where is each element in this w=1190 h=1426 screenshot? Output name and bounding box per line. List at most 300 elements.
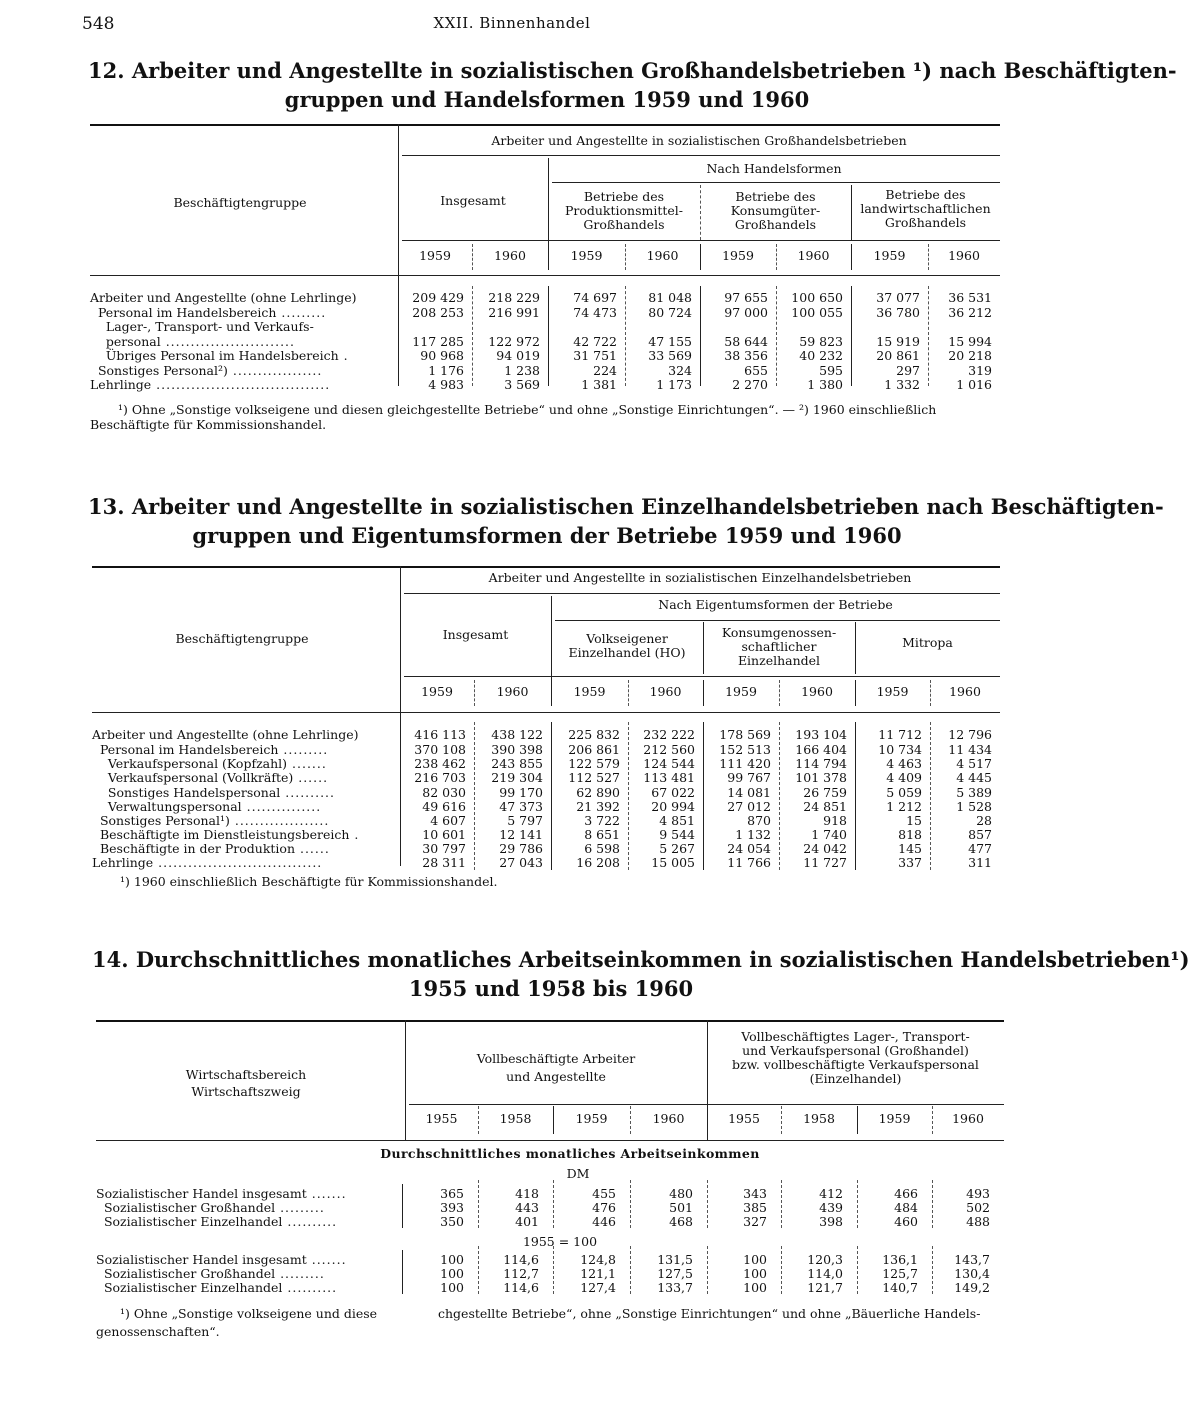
table-cell: 100: [440, 1280, 464, 1295]
year-header: 1960: [949, 684, 981, 699]
block2-divider: [553, 1246, 554, 1294]
table-cell: 5 059: [886, 785, 922, 800]
table-cell: 4 463: [886, 756, 922, 771]
year-header: 1960: [952, 1111, 984, 1126]
header-left: Vollbeschäftigte Arbeiter und Angestellte: [476, 1051, 636, 1084]
table-cell: 216 991: [488, 305, 540, 320]
table-cell: 438 122: [491, 727, 543, 742]
leader-dots: ..........................: [160, 334, 296, 349]
block2-divider: [630, 1246, 631, 1294]
block1-divider: [781, 1180, 782, 1228]
table-cell: 4 851: [659, 813, 695, 828]
table-cell: 15 919: [876, 334, 920, 349]
table-cell: 21 392: [576, 799, 620, 814]
table-row-label: [92, 742, 392, 757]
table-cell: 120,3: [807, 1252, 843, 1267]
table-12-title-line1: 12. Arbeiter und Angestellte in sozialistischen Großhandelsbetrieben ¹) nach Beschäftigten-: [88, 58, 1177, 83]
table-cell: 225 832: [568, 727, 620, 742]
table-cell: 28 311: [422, 855, 466, 870]
header-col2: Betriebe des Konsumgüter- Großhandels: [730, 189, 821, 232]
table-cell: 74 473: [573, 305, 617, 320]
table-cell: 112,7: [503, 1266, 539, 1281]
year-divider: [779, 680, 780, 706]
block1-divider: [553, 1180, 554, 1228]
table-cell: 350: [440, 1214, 464, 1229]
table-cell: 15 994: [948, 334, 992, 349]
leader-dots: .........: [276, 305, 327, 320]
year-header: 1960: [646, 248, 679, 263]
body-divider: [776, 286, 777, 386]
leader-dots: ..................: [227, 363, 323, 378]
table-cell: 493: [966, 1186, 990, 1201]
year-header: 1959: [419, 248, 451, 263]
block2-divider: [707, 1246, 708, 1294]
top-rule: [90, 124, 1000, 126]
year-header: 1960: [948, 248, 980, 263]
body-divider: [472, 286, 473, 386]
body-divider: [703, 722, 704, 870]
year-divider: [551, 680, 552, 706]
table-cell: 1 740: [811, 827, 847, 842]
table-cell: 311: [968, 855, 992, 870]
table-cell: 36 780: [876, 305, 920, 320]
table-cell: 393: [440, 1200, 464, 1215]
table-13-footnote: ¹) 1960 einschließlich Beschäftigte für Kommissionshandel.: [120, 874, 498, 889]
table-cell: 12 796: [948, 727, 992, 742]
body-divider: [930, 722, 931, 870]
table-cell: 5 389: [956, 785, 992, 800]
table-cell: 1 528: [956, 799, 992, 814]
table-cell: 27 012: [727, 799, 771, 814]
table-cell: 114 794: [795, 756, 847, 771]
leader-dots: ..........: [280, 785, 336, 800]
table-cell: 2 270: [732, 377, 768, 392]
table-cell: 14 081: [727, 785, 771, 800]
row-label-text: Arbeiter und Angestellte (ohne Lehrlinge): [90, 290, 357, 305]
year-divider: [625, 244, 626, 270]
table-cell: 74 697: [573, 290, 617, 305]
table-cell: 370 108: [414, 742, 466, 757]
table-cell: 1 132: [735, 827, 771, 842]
nach-rule: [552, 182, 1000, 183]
table-cell: 124 544: [643, 756, 695, 771]
table-cell: 238 462: [414, 756, 466, 771]
year-header: 1959: [575, 1111, 608, 1126]
table-cell: 100: [440, 1266, 464, 1281]
table-row-label: [92, 785, 392, 800]
table-cell: 145: [898, 841, 922, 856]
block2-divider: [932, 1246, 933, 1294]
year-divider: [472, 244, 473, 270]
header-right: Vollbeschäftigtes Lager-, Transport- und Verkaufspersonal (Großhandel) bzw. vollbeschäftigte Verkaufspersonal (Einzelhandel): [732, 1029, 979, 1086]
block2-stub-bar: [402, 1250, 403, 1294]
year-divider: [474, 680, 475, 706]
table-row-label: [96, 1266, 396, 1281]
table-cell: 1 176: [428, 363, 464, 378]
table-cell: 81 048: [648, 290, 692, 305]
table-cell: 114,6: [503, 1252, 539, 1267]
table-cell: 327: [743, 1214, 767, 1229]
table-cell: 20 861: [876, 348, 920, 363]
table-cell: 6 598: [584, 841, 620, 856]
table-cell: 224: [593, 363, 617, 378]
table-cell: 216 703: [414, 770, 466, 785]
table-row-label: [92, 756, 392, 771]
body-divider: [551, 722, 552, 870]
table-cell: 4 607: [430, 813, 466, 828]
table-cell: 218 229: [488, 290, 540, 305]
table-cell: 324: [668, 363, 692, 378]
running-head: XXII. Binnenhandel: [433, 14, 591, 32]
table-14-footnote-line1b: chgestellte Betriebe“, ohne „Sonstige Einrichtungen“ und ohne „Bäuerliche Handels-: [438, 1306, 981, 1321]
row-label-text: Personal im Handelsbereich: [90, 305, 277, 320]
table-14-title-line2: 1955 und 1958 bis 1960: [408, 976, 694, 1001]
table-cell: 82 030: [422, 785, 466, 800]
body-divider: [474, 722, 475, 870]
table-cell: 401: [515, 1214, 539, 1229]
table-cell: 1 332: [884, 377, 920, 392]
row-label-text: Verkaufspersonal (Vollkräfte): [92, 770, 294, 785]
header-total: Insgesamt: [442, 627, 509, 642]
body-divider: [928, 286, 929, 386]
year-header: 1958: [803, 1111, 835, 1126]
table-cell: 1 173: [656, 377, 692, 392]
year-header: 1960: [652, 1111, 685, 1126]
leader-dots: .: [349, 827, 360, 842]
table-cell: 47 373: [499, 799, 543, 814]
table-cell: 5 797: [507, 813, 543, 828]
year-divider: [478, 1106, 479, 1134]
table-cell: 111 420: [719, 756, 771, 771]
table-cell: 100: [743, 1280, 767, 1295]
year-divider: [703, 680, 704, 706]
table-13-title-line2: gruppen und Eigentumsformen der Betriebe 1959 und 1960: [192, 523, 902, 548]
table-cell: 595: [819, 363, 843, 378]
table-cell: 130,4: [954, 1266, 990, 1281]
table-cell: 297: [896, 363, 920, 378]
table-cell: 37 077: [876, 290, 920, 305]
body-divider: [855, 722, 856, 870]
leader-dots: .: [338, 348, 349, 363]
unit-dm: DM: [566, 1166, 590, 1181]
table-cell: 460: [894, 1214, 918, 1229]
header-top: Arbeiter und Angestellte in sozialistischen Großhandelsbetrieben: [491, 133, 907, 148]
row-label-text: Beschäftigte im Dienstleistungsbereich: [92, 827, 350, 842]
table-cell: 124,8: [580, 1252, 616, 1267]
table-cell: 468: [669, 1214, 693, 1229]
row-label-text: Lager-, Transport- und Verkaufs-: [90, 319, 314, 334]
year-divider: [776, 244, 777, 270]
table-cell: 20 994: [651, 799, 695, 814]
year-divider: [630, 1106, 631, 1134]
table-cell: 26 759: [803, 785, 847, 800]
table-cell: 100: [743, 1266, 767, 1281]
header-group: Beschäftigtengruppe: [175, 631, 309, 646]
table-cell: 343: [743, 1186, 767, 1201]
table-cell: 42 722: [573, 334, 617, 349]
year-divider: [781, 1106, 782, 1134]
table-row-label: [92, 770, 392, 785]
leader-dots: ...................: [229, 813, 330, 828]
table-cell: 94 019: [496, 348, 540, 363]
year-header: 1959: [570, 248, 603, 263]
body-divider: [851, 286, 852, 386]
header-group: Beschäftigtengruppe: [173, 195, 307, 210]
leader-dots: .................................: [153, 855, 323, 870]
header-col2: Konsumgenossen- schaftlicher Einzelhandel: [721, 625, 837, 668]
year-header: 1960: [801, 684, 833, 699]
year-top-rule: [404, 676, 1000, 677]
row-label-text: Lehrlinge: [92, 855, 154, 870]
block2-divider: [857, 1246, 858, 1294]
table-cell: 918: [823, 813, 847, 828]
table-cell: 501: [669, 1200, 693, 1215]
table-cell: 113 481: [643, 770, 695, 785]
table-12-footnote: ¹) Ohne „Sonstige volkseigene und diesen gleichgestellte Betriebe“ und ohne „Sonstige Einrichtungen“. — ²) 1960 einschließlich Beschäftigte für Kommissionshandel.: [90, 402, 937, 432]
table-cell: 117 285: [412, 334, 464, 349]
year-header: 1959: [878, 1111, 911, 1126]
table-row-label: [92, 855, 392, 870]
header-bottom-rule: [96, 1140, 1004, 1141]
leader-dots: .........: [278, 742, 329, 757]
block2-divider: [478, 1246, 479, 1294]
year-divider: [700, 244, 701, 270]
table-cell: 455: [592, 1186, 616, 1201]
header-top: Arbeiter und Angestellte in sozialistischen Einzelhandelsbetrieben: [488, 570, 912, 585]
row-label-text: personal: [90, 334, 161, 349]
table-cell: 209 429: [412, 290, 464, 305]
top-header-rule: [402, 155, 1000, 156]
table-cell: 24 054: [727, 841, 771, 856]
table-14-footnote-line1: ¹) Ohne „Sonstige volkseigene und diese: [120, 1306, 378, 1321]
table-cell: 97 655: [724, 290, 768, 305]
leader-dots: ......: [295, 841, 330, 856]
table-cell: 121,1: [580, 1266, 616, 1281]
table-14-title: [92, 945, 1190, 1003]
body-divider: [779, 722, 780, 870]
table-cell: 219 304: [491, 770, 543, 785]
leader-dots: ...................................: [151, 377, 331, 392]
table-cell: 178 569: [719, 727, 771, 742]
table-cell: 31 751: [573, 348, 617, 363]
table-row-label: [90, 348, 390, 363]
year-divider: [855, 680, 856, 706]
table-cell: 24 042: [803, 841, 847, 856]
header-bottom-rule: [90, 275, 1000, 276]
header-total: Insgesamt: [440, 193, 506, 208]
table-cell: 67 022: [651, 785, 695, 800]
table-cell: 29 786: [499, 841, 543, 856]
table-cell: 12 141: [499, 827, 543, 842]
block1-divider: [707, 1180, 708, 1228]
year-header: 1958: [499, 1111, 532, 1126]
leader-dots: ..........: [282, 1214, 338, 1229]
table-cell: 3 569: [504, 377, 540, 392]
table-cell: 193 104: [795, 727, 847, 742]
table-cell: 140,7: [882, 1280, 918, 1295]
row-label-text: Beschäftigte in der Produktion: [92, 841, 295, 856]
table-cell: 3 722: [584, 813, 620, 828]
table-cell: 62 890: [576, 785, 620, 800]
header-col3: Betriebe des landwirtschaftlichen Großhandels: [860, 187, 991, 230]
row-label-text: Lehrlinge: [90, 377, 152, 392]
year-divider: [553, 1106, 554, 1134]
table-cell: 1 380: [807, 377, 843, 392]
table-cell: 416 113: [414, 727, 466, 742]
leader-dots: .........: [275, 1266, 325, 1281]
table-cell: 58 644: [724, 334, 768, 349]
col2-divider: [700, 185, 701, 240]
table-cell: 33 569: [648, 348, 692, 363]
table-row-label: [96, 1186, 396, 1201]
table-cell: 36 531: [948, 290, 992, 305]
row-label-text: Personal im Handelsbereich: [92, 742, 279, 757]
table-cell: 152 513: [719, 742, 771, 757]
table-cell: 243 855: [491, 756, 543, 771]
table-cell: 30 797: [422, 841, 466, 856]
table-row-label: [92, 727, 392, 742]
table-cell: 16 208: [576, 855, 620, 870]
table-cell: 212 560: [643, 742, 695, 757]
table-cell: 337: [898, 855, 922, 870]
table-cell: 870: [747, 813, 771, 828]
table-cell: 4 409: [886, 770, 922, 785]
year-header: 1959: [725, 684, 757, 699]
table-cell: 127,4: [580, 1280, 616, 1295]
body-divider: [628, 722, 629, 870]
table-cell: 133,7: [657, 1280, 693, 1295]
table-cell: 49 616: [422, 799, 466, 814]
row-label-text: Verwaltungspersonal: [92, 799, 242, 814]
table-cell: 20 218: [948, 348, 992, 363]
table-cell: 97 000: [724, 305, 768, 320]
year-divider: [851, 244, 852, 270]
table-cell: 466: [894, 1186, 918, 1201]
table-cell: 136,1: [882, 1252, 918, 1267]
table-row-label: [96, 1214, 396, 1229]
header-group: Wirtschaftsbereich Wirtschaftszweig: [185, 1067, 307, 1099]
header-nach: Nach Eigentumsformen der Betriebe: [658, 597, 893, 612]
block1-stub-bar: [402, 1184, 403, 1228]
table-row-label: [90, 305, 390, 320]
block1-divider: [478, 1180, 479, 1228]
table-cell: 232 222: [643, 727, 695, 742]
col3-divider: [851, 185, 852, 240]
table-cell: 11 766: [727, 855, 771, 870]
table-cell: 59 823: [799, 334, 843, 349]
body-divider: [700, 286, 701, 386]
table-cell: 1 381: [581, 377, 617, 392]
table-row-label: [90, 334, 390, 349]
row-label-text: Sozialistischer Einzelhandel: [96, 1214, 283, 1229]
table-row-label: [90, 377, 390, 392]
table-cell: 38 356: [724, 348, 768, 363]
table-cell: 143,7: [954, 1252, 990, 1267]
table-cell: 27 043: [499, 855, 543, 870]
table-cell: 9 544: [659, 827, 695, 842]
table-cell: 446: [592, 1214, 616, 1229]
table-row-label: [92, 813, 392, 828]
table-cell: 439: [819, 1200, 843, 1215]
year-header: 1955: [425, 1111, 458, 1126]
table-row-label: [90, 290, 390, 305]
table-cell: 480: [669, 1186, 693, 1201]
table-cell: 127,5: [657, 1266, 693, 1281]
year-header: 1960: [496, 684, 529, 699]
col3-divider: [855, 622, 856, 674]
block1-divider: [932, 1180, 933, 1228]
table-cell: 100: [743, 1252, 767, 1267]
top-rule: [96, 1020, 1004, 1022]
leader-dots: ...............: [241, 799, 322, 814]
year-divider: [628, 680, 629, 706]
table-cell: 477: [968, 841, 992, 856]
row-label-text: Sozialistischer Großhandel: [96, 1200, 276, 1215]
table-cell: 476: [592, 1200, 616, 1215]
row-label-text: Sonstiges Personal²): [90, 363, 228, 378]
table-cell: 112 527: [568, 770, 620, 785]
year-divider: [932, 1106, 933, 1134]
block1-divider: [857, 1180, 858, 1228]
row-label-text: Arbeiter und Angestellte (ohne Lehrlinge): [92, 727, 359, 742]
table-cell: 1 238: [504, 363, 540, 378]
header-bottom-rule: [92, 712, 1000, 713]
table-12-title-line2: gruppen und Handelsformen 1959 und 1960: [284, 87, 810, 112]
leader-dots: ......: [293, 770, 329, 785]
table-cell: 5 267: [659, 841, 695, 856]
table-cell: 80 724: [648, 305, 692, 320]
year-header: 1960: [649, 684, 682, 699]
row-label-text: Übriges Personal im Handelsbereich: [90, 348, 339, 363]
table-cell: 818: [898, 827, 922, 842]
table-cell: 149,2: [954, 1280, 990, 1295]
table-cell: 121,7: [807, 1280, 843, 1295]
year-divider: [930, 680, 931, 706]
leader-dots: .........: [275, 1200, 325, 1215]
table-cell: 443: [515, 1200, 539, 1215]
table-cell: 90 968: [420, 348, 464, 363]
table-cell: 412: [819, 1186, 843, 1201]
row-label-text: Sozialistischer Einzelhandel: [96, 1280, 283, 1295]
table-cell: 99 767: [727, 770, 771, 785]
table-cell: 4 445: [956, 770, 992, 785]
table-cell: 100 055: [791, 305, 843, 320]
header-col1: Betriebe des Produktionsmittel- Großhandels: [564, 189, 684, 232]
table-cell: 36 212: [948, 305, 992, 320]
year-header: 1959: [573, 684, 606, 699]
table-13-title-line1: 13. Arbeiter und Angestellte in sozialistischen Einzelhandelsbetrieben nach Beschäftigten-: [88, 494, 1164, 519]
table-14-title-line1: 14. Durchschnittliches monatliches Arbeitseinkommen in sozialistischen Handelsbetrieben¹): [92, 947, 1190, 972]
table-cell: 418: [515, 1186, 539, 1201]
table-cell: 125,7: [882, 1266, 918, 1281]
row-label-text: Sonstiges Personal¹): [92, 813, 230, 828]
unit-index: 1955 = 100: [522, 1234, 598, 1249]
table-row-label: [92, 841, 392, 856]
table-cell: 11 727: [803, 855, 847, 870]
table-cell: 10 734: [878, 742, 922, 757]
table-cell: 101 378: [795, 770, 847, 785]
table-cell: 15 005: [651, 855, 695, 870]
table-cell: 502: [966, 1200, 990, 1215]
block2-divider: [781, 1246, 782, 1294]
table-cell: 390 398: [491, 742, 543, 757]
year-header: 1960: [797, 248, 830, 263]
leader-dots: .......: [306, 1252, 347, 1267]
row-label-text: Sozialistischer Großhandel: [96, 1266, 276, 1281]
nach-rule: [555, 620, 1000, 621]
page-number: 548: [82, 14, 115, 34]
year-header: 1960: [494, 248, 526, 263]
